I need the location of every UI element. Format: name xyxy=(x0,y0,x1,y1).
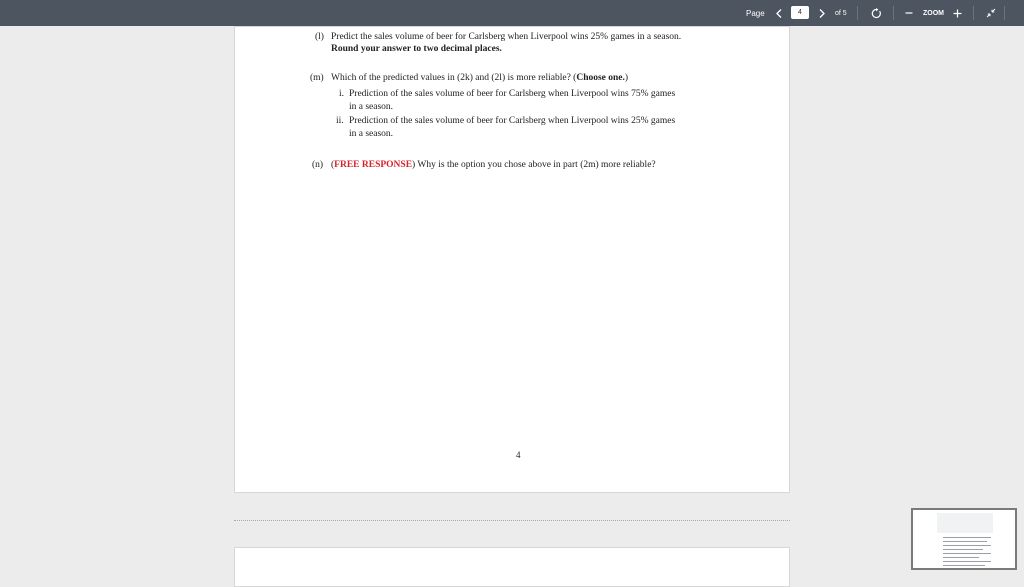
pdf-toolbar xyxy=(0,0,1024,26)
plus-icon xyxy=(953,9,962,18)
question-n-text: (FREE RESPONSE) Why is the option you chose above in part (2m) more reliable? xyxy=(331,160,656,170)
thumbnail-text-line xyxy=(943,561,991,562)
rotate-button[interactable] xyxy=(869,0,883,26)
question-m-text: Which of the predicted values in (2k) and (2l) is more reliable? (Choose one.) xyxy=(331,73,629,83)
option-i-text-continued: in a season. xyxy=(349,102,394,112)
thumbnail-page-preview xyxy=(937,513,993,533)
chevron-right-icon xyxy=(819,9,825,18)
page-number-input[interactable] xyxy=(791,6,809,19)
toolbar-divider xyxy=(893,6,894,20)
option-label: i. xyxy=(339,89,345,99)
question-l-instruction: Round your answer to two decimal places. xyxy=(331,44,502,54)
page-count-label: of 5 xyxy=(835,9,847,17)
page-break-divider xyxy=(234,520,790,521)
zoom-in-button[interactable] xyxy=(951,0,963,26)
zoom-out-button[interactable] xyxy=(903,0,915,26)
collapse-arrows-icon xyxy=(986,8,996,18)
pdf-page-4 xyxy=(234,26,790,493)
thumbnail-text-line xyxy=(943,565,985,566)
question-label: (n) xyxy=(312,160,324,170)
question-l-text: Predict the sales volume of beer for Carlsberg when Liverpool wins 25% games in a season. xyxy=(331,32,682,42)
chevron-left-icon xyxy=(776,9,782,18)
thumbnail-text-line xyxy=(943,541,987,542)
zoom-label: ZOOM xyxy=(923,9,944,17)
page-thumbnail[interactable] xyxy=(911,508,1017,570)
toolbar-divider xyxy=(1004,6,1005,20)
page-label: Page xyxy=(746,8,765,18)
next-page-button[interactable] xyxy=(817,0,827,26)
rotate-icon xyxy=(871,8,882,19)
option-i-text: Prediction of the sales volume of beer for Carlsberg when Liverpool wins 75% games xyxy=(349,89,676,99)
thumbnail-text-line xyxy=(943,553,991,554)
thumbnail-text-line xyxy=(943,537,991,538)
thumbnail-text-line xyxy=(943,549,983,550)
option-label: ii. xyxy=(336,116,344,126)
page-number: 4 xyxy=(516,450,521,460)
fit-page-button[interactable] xyxy=(984,0,998,26)
toolbar-divider xyxy=(973,6,974,20)
minus-icon xyxy=(905,9,913,17)
question-label: (l) xyxy=(315,32,324,42)
thumbnail-text-line xyxy=(943,545,991,546)
previous-page-button[interactable] xyxy=(774,0,784,26)
toolbar-divider xyxy=(857,6,858,20)
pdf-page-5 xyxy=(234,547,790,587)
question-label: (m) xyxy=(310,73,324,83)
option-ii-text: Prediction of the sales volume of beer for Carlsberg when Liverpool wins 25% games xyxy=(349,116,676,126)
option-ii-text-continued: in a season. xyxy=(349,129,394,139)
thumbnail-text-line xyxy=(943,557,979,558)
free-response-tag: FREE RESPONSE xyxy=(334,160,413,170)
